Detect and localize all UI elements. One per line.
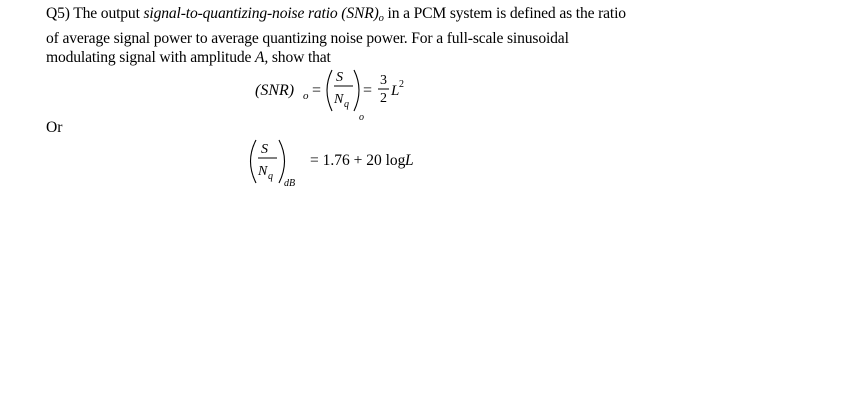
question-prefix: Q5) The output bbox=[46, 5, 144, 22]
eq2-outer-sub: dB bbox=[284, 178, 296, 189]
or-label: Or bbox=[46, 119, 63, 136]
equation-snr bbox=[250, 64, 430, 124]
eq2-rhs-var: L bbox=[405, 152, 414, 169]
eq1-frac-num: S bbox=[336, 70, 343, 85]
snr-term: signal-to-quantizing-noise ratio (SNR) bbox=[143, 5, 379, 22]
question-suffix: show that bbox=[268, 49, 331, 66]
eq1-equals: = bbox=[312, 82, 322, 99]
snr-term-subscript: o bbox=[378, 13, 384, 24]
eq1-lhs-sub: o bbox=[303, 90, 309, 102]
eq1-rhs-exp: 2 bbox=[399, 79, 404, 90]
eq2-left-paren bbox=[251, 140, 257, 183]
eq1-frac-den-sub: q bbox=[344, 99, 349, 110]
eq1-frac-den: N bbox=[334, 92, 344, 107]
question-body: in a PCM system is defined as the ratio of average signal power to average quantizing noise power. For a full-scale sinusoidal modulating signal with amplitude bbox=[46, 5, 626, 66]
eq2-rhs: = 1.76 + 20 log bbox=[310, 152, 406, 169]
question-text bbox=[46, 4, 626, 68]
eq1-rhs-den: 2 bbox=[380, 91, 387, 106]
eq2-frac-num: S bbox=[261, 142, 268, 157]
eq1-right-paren bbox=[354, 70, 359, 111]
amplitude-symbol: A, bbox=[255, 49, 269, 66]
eq1-left-paren bbox=[327, 70, 332, 111]
eq2-frac-den: N bbox=[258, 164, 268, 179]
eq1-lhs: (SNR) bbox=[255, 82, 295, 99]
eq2-right-paren bbox=[279, 140, 285, 183]
eq1-rhs-var: L bbox=[391, 83, 400, 99]
eq1-outer-sub: o bbox=[359, 112, 364, 123]
eq2-frac-den-sub: q bbox=[268, 171, 273, 182]
eq1-equals-2: = bbox=[363, 82, 373, 99]
equation-snr-db bbox=[244, 134, 444, 194]
eq1-rhs-num: 3 bbox=[380, 73, 387, 88]
